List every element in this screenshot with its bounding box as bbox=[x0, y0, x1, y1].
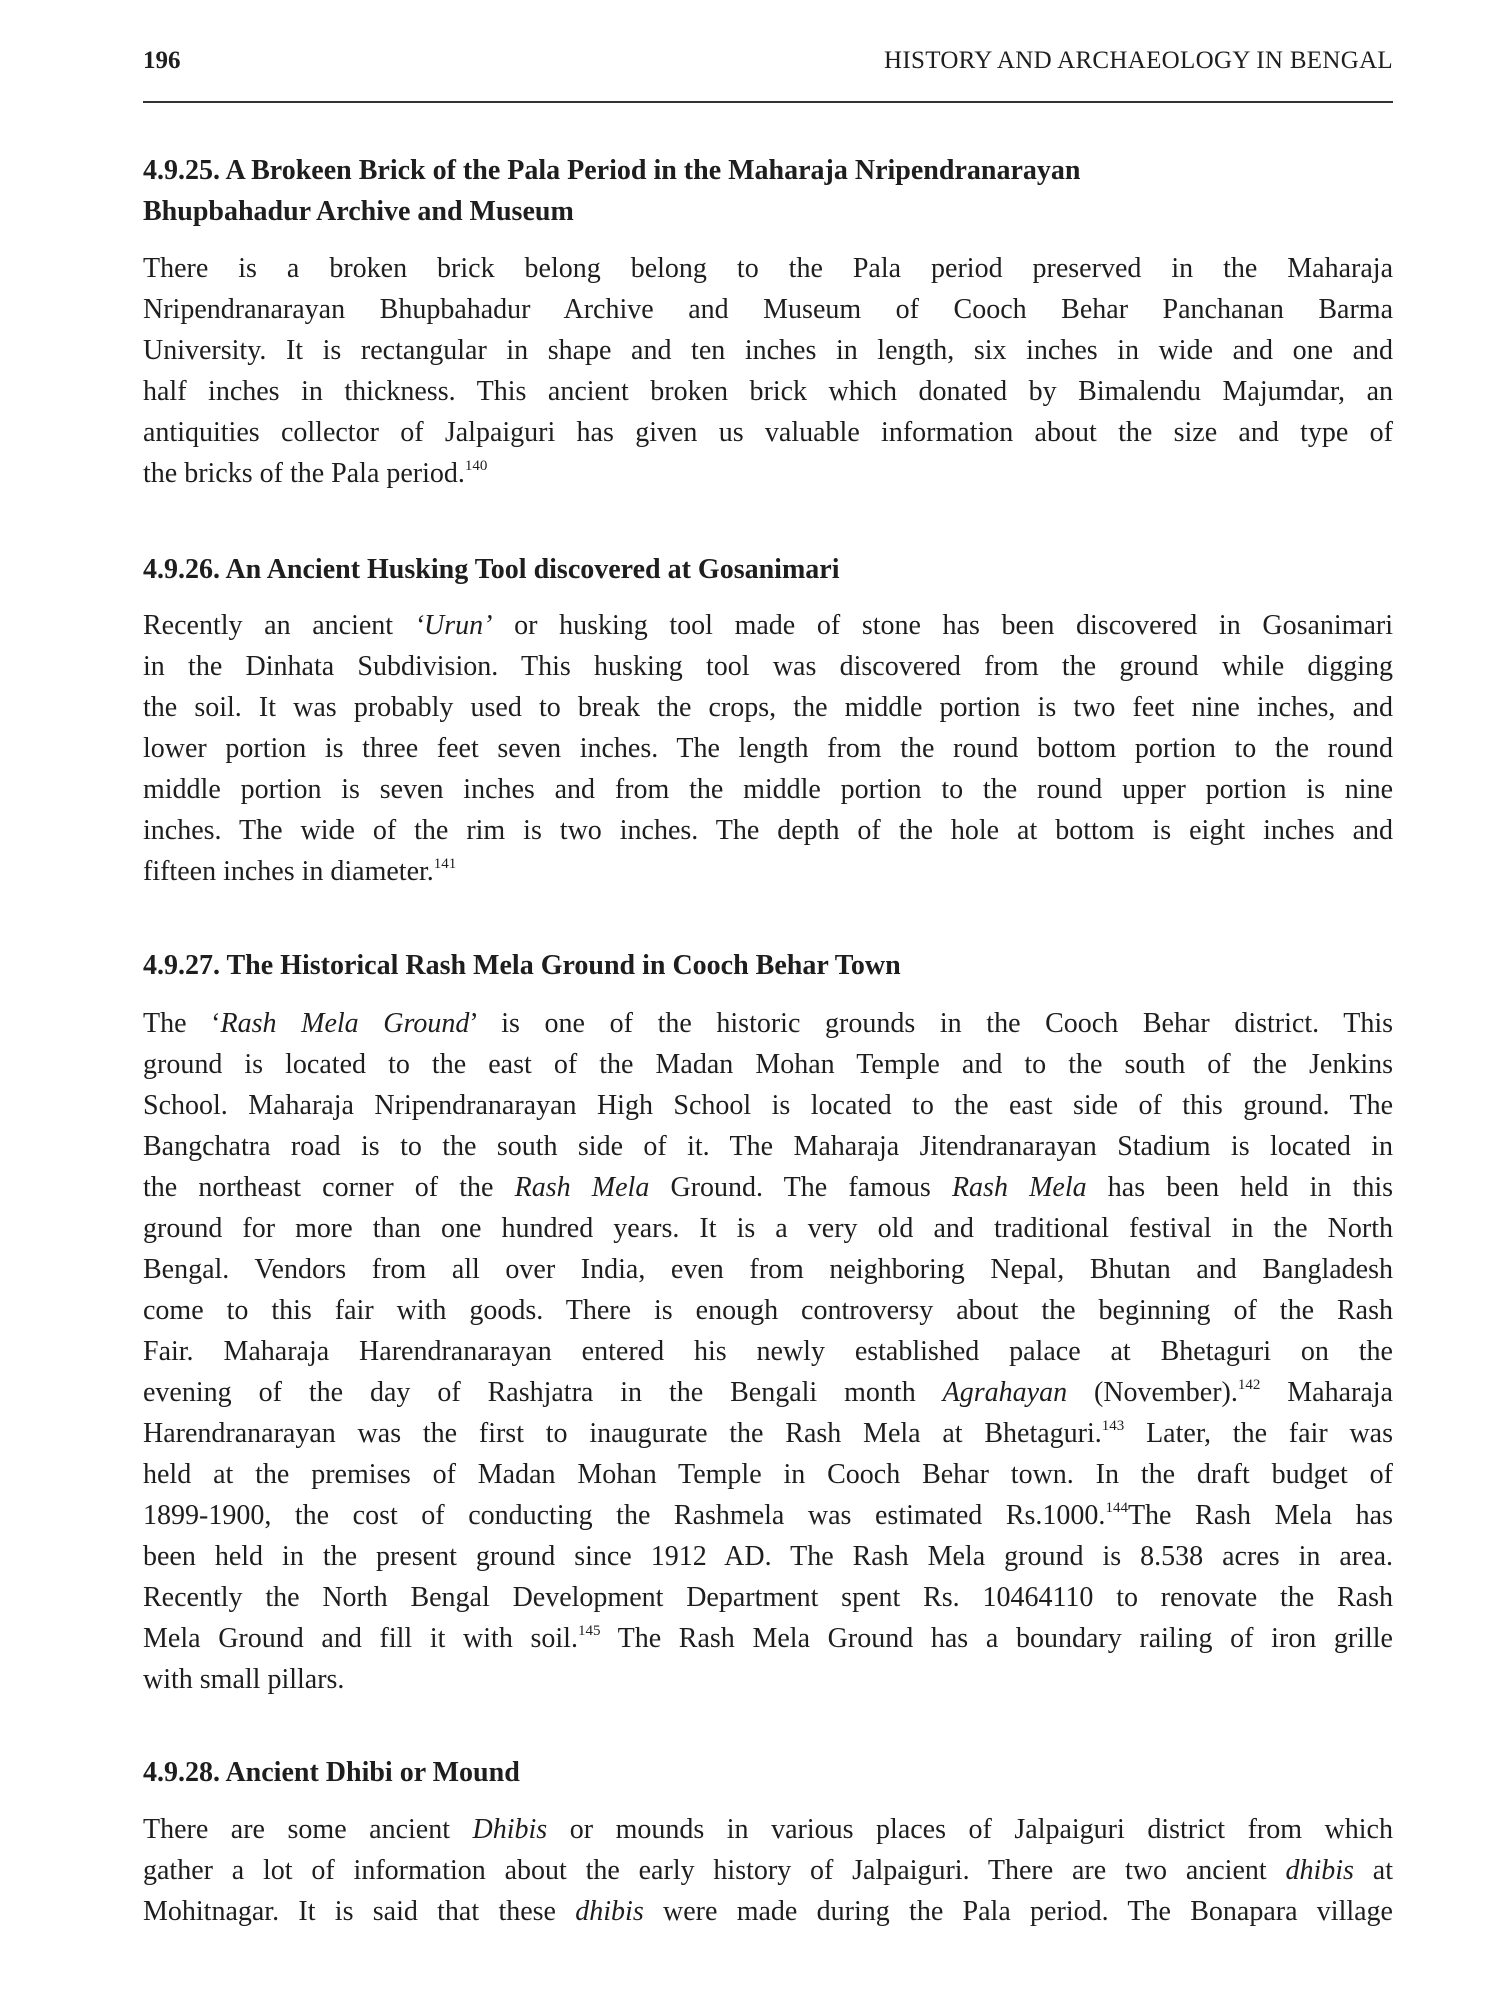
text-run: gather a lot of information about the early history of Jalpaiguri. There are two ancient bbox=[143, 1855, 1286, 1886]
page-number: 196 bbox=[143, 47, 181, 74]
text-run: ’ is one of the historic grounds in the Cooch Behar district. This bbox=[469, 1008, 1394, 1039]
section-paragraph bbox=[143, 1003, 1393, 1700]
text-run: the bricks of the Pala period. bbox=[143, 458, 465, 489]
text-line bbox=[143, 453, 1393, 494]
section-heading bbox=[143, 549, 1393, 590]
text-line bbox=[143, 1003, 1393, 1044]
heading-line: 4.9.27. The Historical Rash Mela Ground in Cooch Behar Town bbox=[143, 950, 901, 981]
footnote-ref: 145 bbox=[577, 1623, 601, 1639]
text-line bbox=[143, 1809, 1393, 1850]
section-heading bbox=[143, 150, 1393, 232]
text-line bbox=[143, 1495, 1393, 1536]
text-line bbox=[143, 1577, 1393, 1618]
text-line bbox=[143, 605, 1393, 646]
section-paragraph bbox=[143, 605, 1393, 892]
text-run: Mela Ground and fill it with soil. bbox=[143, 1623, 578, 1654]
section-paragraph bbox=[143, 1809, 1393, 1932]
text-line bbox=[143, 769, 1393, 810]
text-line bbox=[143, 1536, 1393, 1577]
text-run: lower portion is three feet seven inches. The length from the round bottom portion to the round bbox=[143, 733, 1393, 764]
text-run: inches. The wide of the rim is two inches. The depth of the hole at bottom is eight inches and bbox=[143, 815, 1393, 846]
text-run: Recently an ancient bbox=[143, 610, 415, 641]
text-line bbox=[143, 1454, 1393, 1495]
italic-term: ‘Urun’ bbox=[414, 610, 493, 641]
section-heading bbox=[143, 1752, 1393, 1793]
text-run: has been held in this bbox=[1086, 1172, 1394, 1203]
text-run: Maharaja bbox=[1260, 1377, 1393, 1408]
text-run: ground is located to the east of the Madan Mohan Temple and to the south of the Jenkins bbox=[143, 1049, 1393, 1080]
text-run: evening of the day of Rashjatra in the Bengali month bbox=[143, 1377, 943, 1408]
italic-term: dhibis bbox=[1285, 1855, 1354, 1886]
text-run: The Rash Mela has bbox=[1127, 1500, 1393, 1531]
text-run: or mounds in various places of Jalpaiguri district from which bbox=[547, 1814, 1393, 1845]
footnote-ref: 143 bbox=[1101, 1418, 1125, 1434]
heading-line: 4.9.25. A Brokeen Brick of the Pala Period in the Maharaja Nripendranarayan bbox=[143, 155, 1081, 186]
text-run: middle portion is seven inches and from the middle portion to the round upper portion is nine bbox=[143, 774, 1393, 805]
text-line bbox=[143, 289, 1393, 330]
text-line bbox=[143, 687, 1393, 728]
text-run: Bangchatra road is to the south side of it. The Maharaja Jitendranarayan Stadium is located in bbox=[143, 1131, 1393, 1162]
text-run: in the Dinhata Subdivision. This husking tool was discovered from the ground while digging bbox=[143, 651, 1393, 682]
text-run: were made during the Pala period. The Bonapara village bbox=[643, 1896, 1393, 1927]
italic-term: Dhibis bbox=[472, 1814, 548, 1845]
text-run: Later, the fair was bbox=[1124, 1418, 1393, 1449]
text-line bbox=[143, 1850, 1393, 1891]
text-run: The Rash Mela Ground has a boundary railing of iron grille bbox=[600, 1623, 1393, 1654]
text-run: Nripendranarayan Bhupbahadur Archive and Museum of Cooch Behar Panchanan Barma bbox=[143, 294, 1393, 325]
text-run: (November). bbox=[1067, 1377, 1238, 1408]
text-line bbox=[143, 1372, 1393, 1413]
text-run: School. Maharaja Nripendranarayan High School is located to the east side of this ground. The bbox=[143, 1090, 1393, 1121]
text-line bbox=[143, 248, 1393, 289]
text-line bbox=[143, 1126, 1393, 1167]
italic-term: dhibis bbox=[575, 1896, 644, 1927]
text-line bbox=[143, 851, 1393, 892]
text-line bbox=[143, 1085, 1393, 1126]
text-run: ground for more than one hundred years. It is a very old and traditional festival in the North bbox=[143, 1213, 1393, 1244]
text-run: the northeast corner of the bbox=[143, 1172, 515, 1203]
text-line bbox=[143, 1167, 1393, 1208]
header-rule bbox=[143, 101, 1393, 103]
text-run: with small pillars. bbox=[143, 1664, 345, 1695]
text-line bbox=[143, 1290, 1393, 1331]
text-run: antiquities collector of Jalpaiguri has given us valuable information about the size and type of bbox=[143, 417, 1393, 448]
text-run: Fair. Maharaja Harendranarayan entered his newly established palace at Bhetaguri on the bbox=[143, 1336, 1393, 1367]
text-run: held at the premises of Madan Mohan Temple in Cooch Behar town. In the draft budget of bbox=[143, 1459, 1393, 1490]
text-line bbox=[143, 412, 1393, 453]
text-run: 1899-1900, the cost of conducting the Rashmela was estimated Rs.1000. bbox=[143, 1500, 1106, 1531]
footnote-ref: 140 bbox=[464, 458, 488, 474]
text-run: fifteen inches in diameter. bbox=[143, 856, 434, 887]
text-line bbox=[143, 330, 1393, 371]
text-line bbox=[143, 1659, 1393, 1700]
text-run: Harendranarayan was the first to inaugurate the Rash Mela at Bhetaguri. bbox=[143, 1418, 1102, 1449]
footnote-ref: 142 bbox=[1237, 1377, 1261, 1393]
footnote-ref: 141 bbox=[433, 856, 457, 872]
heading-line: 4.9.26. An Ancient Husking Tool discovered at Gosanimari bbox=[143, 554, 840, 585]
text-line bbox=[143, 1249, 1393, 1290]
heading-line: 4.9.28. Ancient Dhibi or Mound bbox=[143, 1757, 520, 1788]
text-run: Mohitnagar. It is said that these bbox=[143, 1896, 576, 1927]
text-run: at bbox=[1353, 1855, 1393, 1886]
text-run: Ground. The famous bbox=[649, 1172, 952, 1203]
footnote-ref: 144 bbox=[1105, 1500, 1128, 1516]
text-run: There is a broken brick belong belong to the Pala period preserved in the Maharaja bbox=[143, 253, 1393, 284]
text-run: Recently the North Bengal Development Department spent Rs. 10464110 to renovate the Rash bbox=[143, 1582, 1393, 1613]
text-line bbox=[143, 1044, 1393, 1085]
text-line bbox=[143, 646, 1393, 687]
running-title: HISTORY AND ARCHAEOLOGY IN BENGAL bbox=[884, 47, 1393, 74]
text-run: Bengal. Vendors from all over India, even from neighboring Nepal, Bhutan and Bangladesh bbox=[143, 1254, 1393, 1285]
text-line bbox=[143, 728, 1393, 769]
text-run: There are some ancient bbox=[143, 1814, 473, 1845]
text-line bbox=[143, 1413, 1393, 1454]
heading-line: Bhupbahadur Archive and Museum bbox=[143, 196, 574, 227]
text-line bbox=[143, 1618, 1393, 1659]
text-run: the soil. It was probably used to break the crops, the middle portion is two feet nine inches, and bbox=[143, 692, 1393, 723]
italic-term: Rash Mela Ground bbox=[220, 1008, 470, 1039]
text-run: or husking tool made of stone has been discovered in Gosanimari bbox=[492, 610, 1393, 641]
text-run: half inches in thickness. This ancient broken brick which donated by Bimalendu Majumdar, an bbox=[143, 376, 1393, 407]
text-line bbox=[143, 1208, 1393, 1249]
text-run: come to this fair with goods. There is enough controversy about the beginning of the Rash bbox=[143, 1295, 1393, 1326]
text-line bbox=[143, 1331, 1393, 1372]
text-run: been held in the present ground since 1912 AD. The Rash Mela ground is 8.538 acres in area. bbox=[143, 1541, 1393, 1572]
italic-term: Rash Mela bbox=[514, 1172, 650, 1203]
text-line bbox=[143, 810, 1393, 851]
text-run: University. It is rectangular in shape and ten inches in length, six inches in wide and one and bbox=[143, 335, 1393, 366]
italic-term: Rash Mela bbox=[951, 1172, 1087, 1203]
section-heading bbox=[143, 945, 1393, 986]
text-run: The ‘ bbox=[143, 1008, 221, 1039]
section-paragraph bbox=[143, 248, 1393, 494]
italic-term: Agrahayan bbox=[942, 1377, 1068, 1408]
text-line bbox=[143, 371, 1393, 412]
text-line bbox=[143, 1891, 1393, 1932]
